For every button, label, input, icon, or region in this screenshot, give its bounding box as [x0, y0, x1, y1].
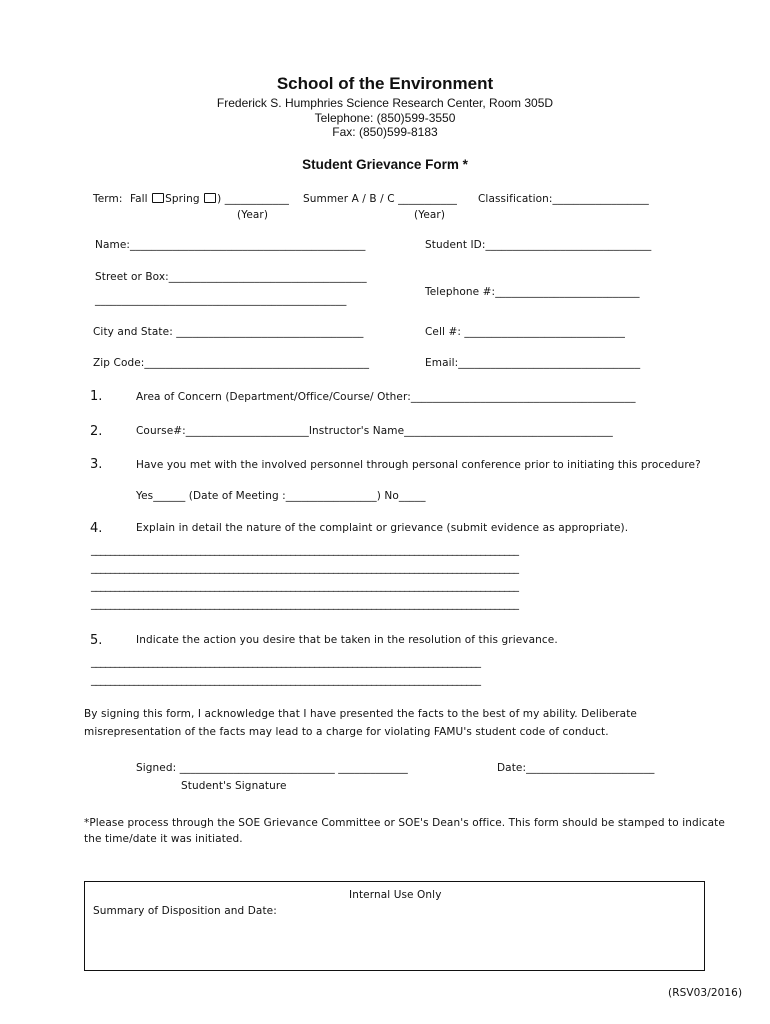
acknowledgement-text: misrepresentation of the facts may lead to a charge for violating FAMU's student code of conduct.	[84, 726, 609, 738]
summer-field[interactable]: Summer A / B / C ___________	[303, 193, 457, 205]
item-number: 3.	[90, 457, 103, 472]
year-caption: (Year)	[414, 209, 446, 221]
fall-checkbox[interactable]	[152, 193, 164, 203]
item-number: 2.	[90, 424, 103, 439]
telephone-field[interactable]: Telephone #:___________________________	[425, 286, 640, 298]
meeting-question: Have you met with the involved personnel through personal conference prior to initiating this procedure?	[136, 459, 701, 471]
telephone-line: Telephone: (850)599-3550	[314, 111, 456, 125]
course-instructor-field[interactable]: Course#:_______________________Instructor's Name_______________________________________	[136, 425, 613, 437]
page-title: School of the Environment	[276, 74, 494, 93]
action-line[interactable]: __________________________________________________________________________________	[91, 656, 481, 668]
spring-checkbox[interactable]	[204, 193, 216, 203]
disposition-summary-label: Summary of Disposition and Date:	[93, 905, 277, 917]
address-line: Frederick S. Humphries Science Research Center, Room 305D	[216, 96, 554, 110]
action-prompt: Indicate the action you desire that be taken in the resolution of this grievance.	[136, 634, 558, 646]
year-caption: (Year)	[237, 209, 269, 221]
area-of-concern-field[interactable]: Area of Concern (Department/Office/Course/ Other:__________________________________________	[136, 391, 636, 403]
explain-line[interactable]: __________________________________________________________________________________________	[91, 580, 519, 592]
explain-line[interactable]: __________________________________________________________________________________________	[91, 598, 519, 610]
explain-line[interactable]: __________________________________________________________________________________________	[91, 562, 519, 574]
term-fall-label: Fall	[129, 193, 148, 205]
explain-prompt: Explain in detail the nature of the complaint or grievance (submit evidence as appropriate).	[136, 522, 629, 534]
email-field[interactable]: Email:__________________________________	[425, 357, 641, 369]
student-id-field[interactable]: Student ID:_______________________________	[425, 239, 652, 251]
zip-field[interactable]: Zip Code:__________________________________________	[93, 357, 370, 369]
signature-caption: Student's Signature	[181, 780, 287, 792]
street-line2-field[interactable]: _______________________________________________	[95, 294, 347, 306]
spring-year-field[interactable]: ) ____________	[217, 193, 289, 205]
signature-field[interactable]: Signed: _____________________________ _____________	[136, 762, 408, 774]
item-number: 5.	[90, 633, 103, 648]
classification-field[interactable]: Classification:__________________	[478, 193, 649, 205]
action-line[interactable]: __________________________________________________________________________________	[91, 674, 481, 686]
city-state-field[interactable]: City and State: ___________________________________	[93, 326, 364, 338]
fax-line: Fax: (850)599-8183	[332, 125, 438, 139]
internal-use-title: Internal Use Only	[349, 889, 442, 901]
date-field[interactable]: Date:________________________	[497, 762, 655, 774]
cell-field[interactable]: Cell #: ______________________________	[425, 326, 625, 338]
item-number: 1.	[90, 389, 103, 404]
street-field[interactable]: Street or Box:_____________________________________	[95, 271, 367, 283]
term-row	[93, 193, 289, 205]
item-number: 4.	[90, 521, 103, 536]
meeting-answer-field[interactable]: Yes______ (Date of Meeting :_________________) No_____	[136, 490, 426, 502]
acknowledgement-text: By signing this form, I acknowledge that I have presented the facts to the best of my ability. Deliberate	[84, 708, 637, 720]
term-spring-label: Spring	[165, 193, 200, 205]
processing-note: the time/date it was initiated.	[84, 833, 243, 845]
form-title: Student Grievance Form *	[302, 157, 468, 172]
term-label: Term:	[93, 193, 123, 205]
name-field[interactable]: Name:____________________________________________	[95, 239, 366, 251]
revision-code: (RSV03/2016)	[668, 987, 743, 999]
processing-note: *Please process through the SOE Grievance Committee or SOE's Dean's office. This form should be stamped to indicate	[84, 817, 725, 829]
explain-line[interactable]: __________________________________________________________________________________________	[91, 544, 519, 556]
